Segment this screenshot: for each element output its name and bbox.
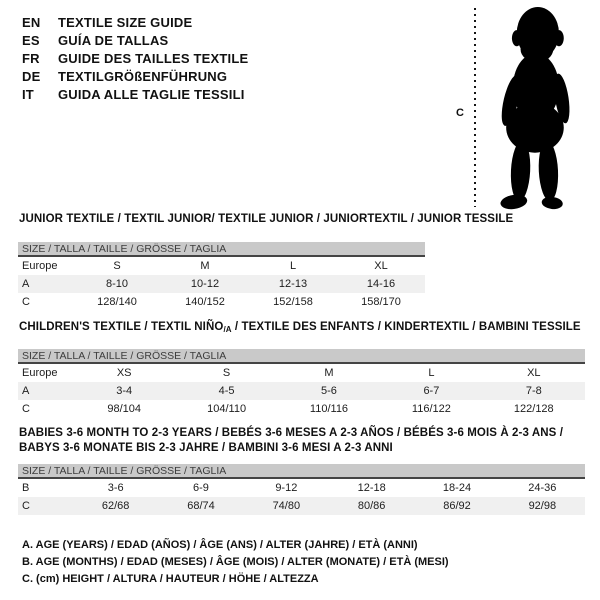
measurement-legend: [22, 537, 449, 588]
table-cell: 8-10: [73, 275, 161, 293]
legend-line-a: A. AGE (YEARS) / EDAD (AÑOS) / ÂGE (ANS) / ALTER (JAHRE) / ETÀ (ANNI): [22, 539, 418, 551]
language-row-en: [22, 13, 248, 31]
table-cell: 104/110: [207, 403, 247, 415]
row-label: C: [18, 497, 73, 515]
table-row: [18, 479, 585, 497]
table-cell: 158/170: [361, 296, 401, 308]
table-cell: 92/98: [500, 497, 585, 515]
table-cell: XL: [527, 367, 541, 379]
table-cell: 24-36: [528, 482, 557, 494]
babies-title-line1: BABIES 3-6 MONTH TO 2-3 YEARS / BEBÉS 3-6 MESES A 2-3 AÑOS / BÉBÉS 3-6 MOIS À 2-3 ANS /: [19, 427, 563, 439]
language-row-de: [22, 67, 248, 85]
table-cell: L: [289, 260, 297, 272]
row-label: B: [22, 482, 30, 494]
table-row: [18, 497, 585, 515]
row-label: C: [22, 296, 30, 308]
row-label: A: [18, 382, 73, 400]
table-cell: M: [200, 260, 210, 272]
table-cell: XS: [116, 367, 132, 379]
row-label: Europe: [22, 260, 58, 272]
table-cell: L: [428, 367, 435, 379]
row-label: A: [18, 275, 73, 293]
language-code: DE: [22, 68, 41, 84]
children-size-table: [18, 349, 585, 418]
legend-line-b: B. AGE (MONTHS) / EDAD (MESES) / ÂGE (MOIS) / ALTER (MONATE) / ETÀ (MESI): [22, 556, 449, 568]
table-cell: 12-13: [249, 275, 337, 293]
language-title: GUÍA DE TALLAS: [58, 32, 169, 48]
table-cell: 68/74: [158, 497, 243, 515]
table-cell: S: [113, 260, 121, 272]
table-cell: 10-12: [161, 275, 249, 293]
table-row: [18, 275, 425, 293]
language-code: IT: [22, 86, 34, 102]
children-title-pre: CHILDREN'S TEXTILE / TEXTIL NIÑO: [19, 321, 224, 333]
table-row: [18, 293, 425, 311]
table-cell: M: [324, 367, 334, 379]
size-header-bar: SIZE / TALLA / TAILLE / GRÖSSE / TAGLIA: [18, 242, 425, 257]
table-cell: 14-16: [337, 275, 425, 293]
size-header-bar: SIZE / TALLA / TAILLE / GRÖSSE / TAGLIA: [18, 464, 585, 479]
children-title-sub: /A: [223, 325, 232, 334]
table-cell: 6-9: [193, 482, 209, 494]
table-cell: 152/158: [273, 296, 313, 308]
table-cell: 110/116: [309, 403, 349, 415]
language-code: ES: [22, 32, 40, 48]
children-table-title: [19, 320, 581, 337]
children-title-post: / TEXTILE DES ENFANTS / KINDERTEXTIL / BAMBINI TESSILE: [231, 321, 581, 333]
language-title: GUIDE DES TAILLES TEXTILE: [58, 50, 249, 66]
table-cell: 74/80: [244, 497, 329, 515]
table-cell: 5-6: [278, 382, 380, 400]
table-cell: 12-18: [357, 482, 386, 494]
language-header: [22, 13, 248, 103]
table-cell: XL: [374, 260, 388, 272]
table-cell: 128/140: [97, 296, 137, 308]
table-row: [18, 364, 585, 382]
table-cell: 140/152: [185, 296, 225, 308]
table-cell: 3-6: [107, 482, 124, 494]
table-cell: 98/104: [107, 403, 142, 415]
height-measure-label: C: [456, 107, 464, 119]
row-label: Europe: [22, 367, 58, 379]
language-code: EN: [22, 14, 41, 30]
size-header-bar: SIZE / TALLA / TAILLE / GRÖSSE / TAGLIA: [18, 349, 585, 364]
table-cell: 7-8: [483, 382, 585, 400]
table-cell: 9-12: [275, 482, 298, 494]
language-title: GUIDA ALLE TAGLIE TESSILI: [58, 86, 245, 102]
babies-table-title: [19, 426, 563, 456]
language-row-it: [22, 85, 248, 103]
table-cell: 122/128: [513, 403, 554, 415]
babies-title-line2: BABYS 3-6 MONATE BIS 2-3 JAHRE / BAMBINI 3-6 MESI A 2-3 ANNI: [19, 442, 393, 454]
table-cell: 4-5: [175, 382, 277, 400]
table-cell: 3-4: [73, 382, 175, 400]
baby-silhouette-icon: [486, 5, 582, 211]
row-label: C: [22, 403, 30, 415]
junior-size-table: [18, 242, 425, 311]
language-row-fr: [22, 49, 248, 67]
table-row: [18, 382, 585, 400]
table-cell: 62/68: [73, 497, 158, 515]
height-measure-line: [474, 8, 476, 207]
language-code: FR: [22, 50, 40, 66]
table-cell: 6-7: [380, 382, 482, 400]
table-row: [18, 257, 425, 275]
babies-size-table: [18, 464, 585, 515]
language-row-es: [22, 31, 248, 49]
language-title: TEXTILGRÖßENFÜHRUNG: [58, 68, 228, 84]
table-row: [18, 400, 585, 418]
legend-line-c: C. (cm) HEIGHT / ALTURA / HAUTEUR / HÖHE / ALTEZZA: [22, 573, 319, 585]
language-title: TEXTILE SIZE GUIDE: [58, 14, 193, 30]
junior-table-title: JUNIOR TEXTILE / TEXTIL JUNIOR/ TEXTILE JUNIOR / JUNIORTEXTIL / JUNIOR TESSILE: [19, 213, 514, 225]
table-cell: 86/92: [414, 497, 499, 515]
table-cell: 18-24: [442, 482, 472, 494]
table-cell: 80/86: [329, 497, 414, 515]
table-cell: 116/122: [411, 403, 451, 415]
table-cell: S: [222, 367, 231, 379]
